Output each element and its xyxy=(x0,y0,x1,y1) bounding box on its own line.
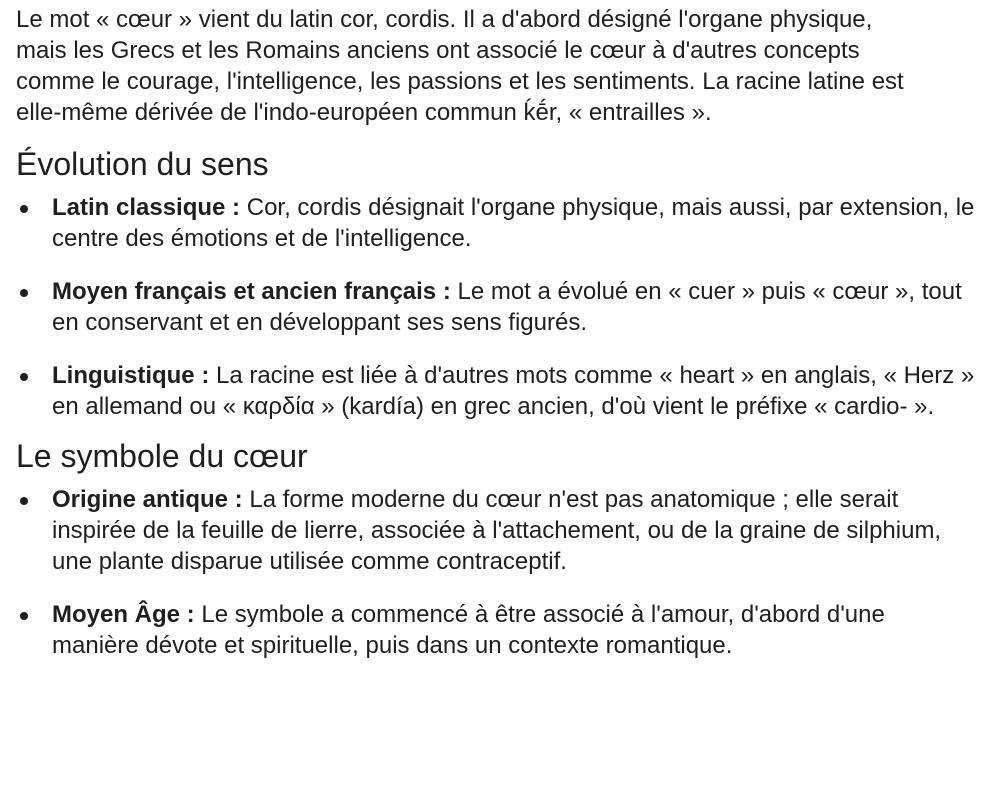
symbol-list xyxy=(16,484,976,661)
list-item-text: Le symbole a commencé à être associé à l'amour, d'abord d'une manière dévote et spirituelle, puis dans un contexte romantique. xyxy=(52,601,885,659)
list-item-text: Cor, cordis désignait l'organe physique, mais aussi, par extension, le centre des émotions et de l'intelligence. xyxy=(52,194,975,252)
list-item-term: Origine antique : xyxy=(52,486,243,513)
list-item-text: La racine est liée à d'autres mots comme « heart » en anglais, « Herz » en allemand ou « καρδία » (kardía) en grec ancien, d'où vient le préfixe « cardio- ». xyxy=(52,362,975,420)
list-item-term: Moyen Âge : xyxy=(52,601,195,628)
list-item xyxy=(16,484,976,577)
section-heading-symbol: Le symbole du cœur xyxy=(16,438,308,474)
bullet-icon xyxy=(20,373,28,381)
list-item-term: Moyen français et ancien français : xyxy=(52,278,451,305)
bullet-icon xyxy=(20,289,28,297)
intro-paragraph: Le mot « cœur » vient du latin cor, cordis. Il a d'abord désigné l'organe physique, mais les Grecs et les Romains anciens ont associé le cœur à d'autres concepts comme le courage, l'intelligence, les passions et les sentiments. La racine latine est elle-même dérivée de l'indo-européen commun ḱḗr, « entrailles ». xyxy=(16,6,904,126)
list-item-term: Latin classique : xyxy=(52,194,241,221)
bullet-icon xyxy=(20,497,28,505)
list-item xyxy=(16,276,976,338)
list-item-term: Linguistique : xyxy=(52,362,210,389)
list-item-text: La forme moderne du cœur n'est pas anatomique ; elle serait inspirée de la feuille de lierre, associée à l'attachement, ou de la graine de silphium, une plante disparue utilisée comme contraceptif. xyxy=(52,486,942,575)
list-item xyxy=(16,360,976,422)
bullet-icon xyxy=(20,205,28,213)
section-heading-evolution: Évolution du sens xyxy=(16,146,269,182)
list-item xyxy=(16,599,976,661)
bullet-icon xyxy=(20,612,28,620)
list-item xyxy=(16,192,976,254)
evolution-list xyxy=(16,192,976,422)
list-item-text: Le mot a évolué en « cuer » puis « cœur », tout en conservant et en développant ses sens figurés. xyxy=(52,278,962,336)
